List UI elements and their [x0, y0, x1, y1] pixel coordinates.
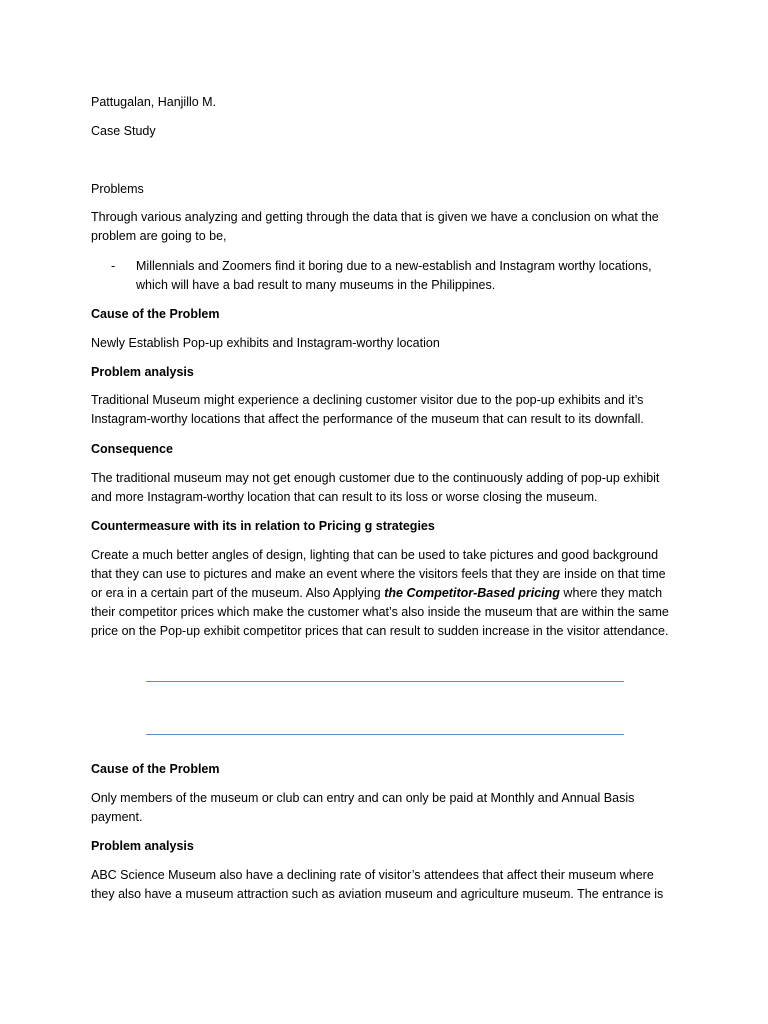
divider-line-2: [146, 734, 624, 735]
analysis-heading-2: Problem analysis: [91, 839, 194, 853]
bullet-dash: -: [111, 259, 116, 273]
cause-heading-2: Cause of the Problem: [91, 762, 220, 776]
countermeasure-text: [91, 546, 676, 641]
doc-type: Case Study: [91, 124, 156, 138]
problems-intro: Through various analyzing and getting through the data that is given we have a conclusion on what the problem are going to be,: [91, 210, 659, 243]
cause-heading-1: Cause of the Problem: [91, 307, 220, 321]
cause-text-1: Newly Establish Pop-up exhibits and Instagram-worthy location: [91, 336, 440, 350]
countermeasure-heading: Countermeasure with its in relation to Pricing g strategies: [91, 519, 435, 533]
bullet-item-1: Millennials and Zoomers find it boring due to a new-establish and Instagram worthy locations, which will have a bad result to many museums in the Philippines.: [136, 259, 652, 292]
consequence-heading: Consequence: [91, 442, 173, 456]
cause-text-2: Only members of the museum or club can entry and can only be paid at Monthly and Annual Basis payment.: [91, 791, 635, 824]
analysis-heading-1: Problem analysis: [91, 365, 194, 379]
consequence-text: The traditional museum may not get enough customer due to the continuously adding of pop-up exhibit and more Instagram-worthy location that can result to its loss or worse closing the museum.: [91, 471, 660, 504]
divider-line-1: [146, 681, 624, 682]
countermeasure-text-part-1: Create a much better angles of design, lighting that can be used to take pictures and good background that they can use to pictures and make an event where the visitors feels that they are inside on that time or era in a certain part of the museum. Also Applying: [91, 548, 666, 600]
author-name: Pattugalan, Hanjillo M.: [91, 95, 217, 109]
countermeasure-text-part-2: where they match their competitor prices which make the customer what’s also inside the museum that are within the same price on the Pop-up exhibit competitor prices that can result to sudden increase in the visitor attendance.: [91, 586, 669, 638]
problems-heading: Problems: [91, 182, 144, 196]
competitor-pricing-emphasis: the Competitor-Based pricing: [384, 586, 560, 600]
analysis-text-1: Traditional Museum might experience a declining customer visitor due to the pop-up exhibits and it’s Instagram-worthy locations that affect the performance of the museum that can result to its downfall.: [91, 393, 644, 426]
analysis-text-2: ABC Science Museum also have a declining rate of visitor’s attendees that affect their museum where they also have a museum attraction such as aviation museum and agriculture museum. The entrance is: [91, 868, 664, 901]
